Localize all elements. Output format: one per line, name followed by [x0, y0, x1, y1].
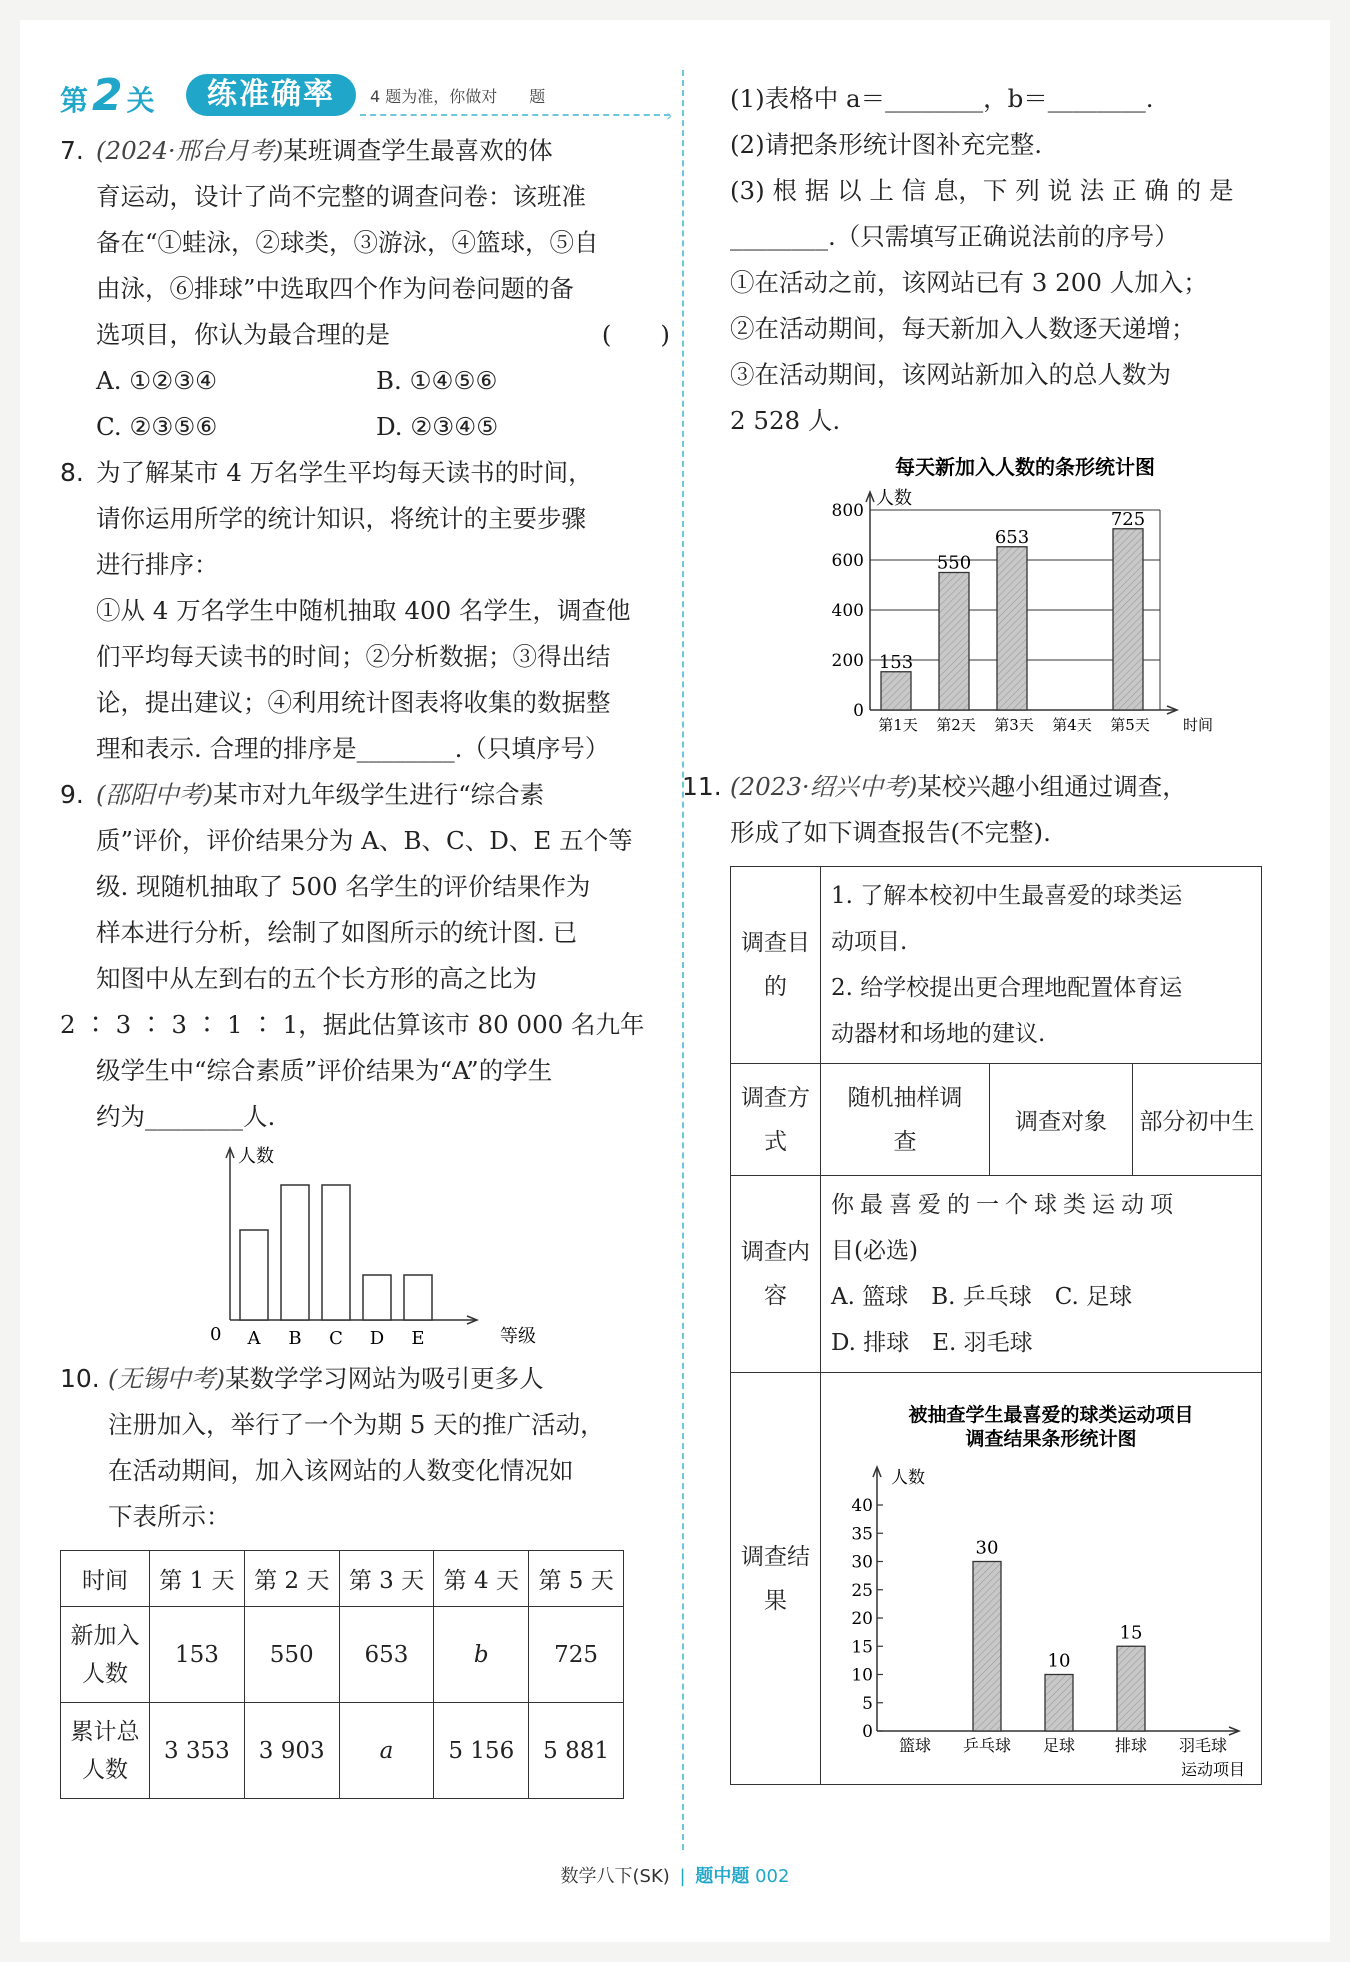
x-tick-label: 第3天: [994, 716, 1034, 734]
section-title: 练准确率: [186, 74, 356, 116]
bar: [1117, 1646, 1145, 1731]
question-8: 8. 为了解某市 4 万名学生平均每天读书的时间， 请你运用所学的统计知识，将统计的主要步骤 进行排序： ①从 4 万名学生中随机抽取 400 名学生，调查他 们平均每天读书的时间；②分析数据；③得出结 论，提出建议；④利用统计图表将收集的数据整 理和表示. 合理的排序是________.（只填序号）: [60, 458, 631, 763]
result-cell: [821, 1373, 1262, 1785]
y-tick-label: 5: [862, 1693, 873, 1714]
signup-table: [60, 1550, 624, 1799]
x-tick-label: 第2天: [936, 716, 976, 734]
x-tick-label: B: [288, 1328, 302, 1349]
table-cell: b: [434, 1607, 529, 1703]
method-label: 调查方式: [731, 1064, 821, 1176]
table-cell: 3 903: [244, 1703, 339, 1799]
y-tick-label: 600: [831, 551, 864, 571]
bar: [881, 672, 911, 710]
chart-subtitle: 调查结果条形统计图: [965, 1427, 1137, 1450]
x-tick-label: 第4天: [1052, 716, 1092, 734]
table-row: [731, 1064, 1262, 1176]
data-label: 153: [878, 651, 914, 673]
y-tick-label: 400: [831, 601, 864, 621]
data-label: 725: [1110, 508, 1146, 530]
y-tick-label: 800: [831, 501, 864, 521]
table-cell: 153: [150, 1607, 245, 1703]
y-tick-label: 0: [853, 701, 864, 721]
section-header: [60, 64, 673, 125]
method-value: 随机抽样调查: [821, 1064, 990, 1176]
chart-title: 每天新加入人数的条形统计图: [895, 455, 1155, 479]
table-cell: 第 2 天: [244, 1551, 339, 1607]
x-tick-label: 足球: [1042, 1735, 1076, 1755]
level-badge: 第2 关: [60, 70, 155, 121]
y-tick-label: 40: [851, 1495, 873, 1516]
y-tick-label: 20: [851, 1608, 873, 1629]
column-divider: [682, 70, 684, 1850]
table-cell: 725: [529, 1607, 624, 1703]
chart-ball-sports: [821, 1375, 1261, 1783]
y-tick-label: 25: [851, 1580, 873, 1601]
left-column: [60, 128, 670, 1799]
bar: [281, 1185, 309, 1320]
content-label: 调查内容: [731, 1176, 821, 1373]
option-b[interactable]: B. ①④⑤⑥: [376, 366, 498, 395]
table-row: [731, 867, 1262, 1064]
answer-paren[interactable]: ( ): [601, 320, 670, 349]
option-d[interactable]: D. ②③④⑤: [376, 412, 499, 441]
x-tick-label: 排球: [1114, 1735, 1148, 1755]
header-dashed-line: [360, 114, 670, 116]
data-label: 550: [936, 552, 972, 574]
result-label: 调查结果: [731, 1373, 821, 1785]
bar: [1113, 529, 1143, 710]
x-tick-label: 羽毛球: [1178, 1735, 1228, 1755]
data-label: 10: [1047, 1650, 1071, 1671]
origin-label: 0: [210, 1324, 222, 1345]
bar: [997, 547, 1027, 710]
x-tick-label: 第5天: [1110, 716, 1150, 734]
bar: [939, 573, 969, 711]
table-row: [731, 1176, 1262, 1373]
chart-grade-bars: [190, 1140, 590, 1350]
table-cell: 5 156: [434, 1703, 529, 1799]
purpose-label: 调查目的: [731, 867, 821, 1064]
x-tick-label: 篮球: [898, 1735, 932, 1755]
survey-report-table: [730, 866, 1262, 1785]
question-7: 7. (2024·邢台月考)某班调查学生最喜欢的体 育运动，设计了尚不完整的调查问卷：该班准 备在“①蛙泳，②球类，③游泳，④篮球，⑤自 由泳，⑥排球”中选取四个作为问卷问题的备 选项目，你认为最合理的是 ( ) A. ①②③④ B. ①④⑤⑥ C. ②③⑤⑥ D. ②③④⑤: [60, 128, 670, 450]
content-cell: 你最喜爱的一个球类运动项 目(必选) A. 篮球 B. 乒乓球 C. 足球 D. 排球 E. 羽毛球: [821, 1176, 1262, 1373]
x-tick-label: D: [369, 1328, 385, 1349]
chart-title: 被抽查学生最喜爱的球类运动项目: [908, 1403, 1194, 1426]
table-cell: 第 5 天: [529, 1551, 624, 1607]
y-tick-label: 15: [851, 1636, 873, 1657]
purpose-cell: 1. 了解本校初中生最喜爱的球类运 动项目. 2. 给学校提出更合理地配置体育运 动器材和场地的建议.: [821, 867, 1262, 1064]
data-label: 653: [994, 526, 1030, 548]
chart-daily-signups: [810, 452, 1240, 752]
question-10: 10. (无锡中考)某数学学习网站为吸引更多人 注册加入，举行了一个为期 5 天的推广活动， 在活动期间，加入该网站的人数变化情况如 下表所示： 时间 第 1 天 第 2 天 第 3 天 第 4 天 第 5 天 新加入人数 153 550 653 b 725 累计总人数 3 353 3 903 a 5 156 5 881: [60, 1356, 670, 1799]
bar: [363, 1275, 391, 1320]
table-cell: 5 881: [529, 1703, 624, 1799]
data-label: 30: [975, 1537, 999, 1558]
bar: [1045, 1674, 1073, 1731]
option-a[interactable]: A. ①②③④: [96, 366, 218, 395]
bar: [404, 1275, 432, 1320]
x-axis-label: 时间: [1183, 716, 1214, 734]
x-tick-label: 乒乓球: [962, 1735, 1012, 1755]
x-tick-label: A: [247, 1328, 261, 1349]
table-cell: 第 4 天: [434, 1551, 529, 1607]
x-tick-label: 第1天: [878, 716, 918, 734]
question-11: 11. (2023·绍兴中考)某校兴趣小组通过调查， 形成了如下调查报告(不完整). 调查目的 1. 了解本校初中生最喜爱的球类运 动项目. 2. 给学校提出更合理地配置体育运 动器材和场地的建议. 调查方式 随机抽样调查 调查对象 部分初中生 调查内容 你最喜爱的一个球类运动项 目(必选) A. 篮球 B. 乒乓球 C. 足球 D. 排球 E. 羽毛球 调查结果 被抽查学生最喜爱的球类运动项目 调查结果条形统计图 人数 0 5 10 15 20 25 30 35 40 篮球 30 乒乓球 10 足球 15 排球 羽毛球 运动项目: [730, 764, 1310, 1785]
table-cell: 新加入人数: [61, 1607, 150, 1703]
y-tick-label: 0: [862, 1721, 873, 1742]
table-header-row: [61, 1551, 624, 1607]
x-axis-label: 运动项目: [1180, 1759, 1245, 1779]
option-c[interactable]: C. ②③⑤⑥: [96, 412, 218, 441]
table-cell: 累计总人数: [61, 1703, 150, 1799]
bar: [240, 1230, 268, 1320]
table-row: [61, 1703, 624, 1799]
table-row: [61, 1607, 624, 1703]
table-cell: 第 1 天: [150, 1551, 245, 1607]
table-cell: 550: [244, 1607, 339, 1703]
arrow-right-icon: ›: [666, 106, 673, 125]
table-cell: a: [339, 1703, 434, 1799]
table-cell: 第 3 天: [339, 1551, 434, 1607]
y-tick-label: 30: [851, 1552, 873, 1572]
y-axis-label: 人数: [238, 1146, 274, 1167]
x-tick-label: C: [329, 1328, 343, 1349]
page-footer: 数学八下(SK) | 题中题 002: [560, 1866, 790, 1887]
table-cell: 时间: [61, 1551, 150, 1607]
y-axis-label: 人数: [876, 488, 912, 509]
question-9: 9. (邵阳中考)某市对九年级学生进行“综合素 质”评价，评价结果分为 A、B、C、D、E 五个等 级. 现随机抽取了 500 名学生的评价结果作为 样本进行分析，绘制了如图所示的统计图. 已 知图中从左到右的五个长方形的高之比为 2 ∶ 3 ∶ 3 ∶ 1 ∶ 1，据此估算该市 80 000 名九年 级学生中“综合素质”评价结果为“A”的学生 约为________人. 人数 等级 0 A B C D E: [60, 780, 645, 1349]
x-axis-label: 等级: [500, 1326, 536, 1347]
bar: [973, 1561, 1001, 1731]
object-value: 部分初中生: [1133, 1064, 1262, 1176]
y-tick-label: 10: [851, 1665, 873, 1685]
y-axis-label: 人数: [891, 1467, 925, 1488]
right-column: [682, 76, 1310, 1785]
x-tick-label: E: [411, 1328, 425, 1349]
y-tick-label: 200: [831, 651, 864, 671]
data-label: 15: [1119, 1621, 1143, 1643]
bar: [322, 1185, 350, 1320]
table-cell: 3 353: [150, 1703, 245, 1799]
y-tick-label: 35: [851, 1523, 873, 1544]
section-subtitle: 4 题为准，你做对 题: [370, 87, 546, 106]
question-10-subparts: (1)表格中 a＝________，b＝________. (2)请把条形统计图补充完整. (3) 根 据 以 上 信 息，下 列 说 法 正 确 的 是 ________.（只需填写正确说法前的序号） ①在活动之前，该网站已有 3 200 人加入； ②在活动期间，每天新加入人数逐天递增； ③在活动期间，该网站新加入的总人数为 2 528 人. 每天新加入人数的条形统计图 人数 0 200 400 600 800 153 第1天 550 第2天 653 第3天 第4天 725 第5天 时间: [730, 76, 1310, 752]
object-label: 调查对象: [990, 1064, 1133, 1176]
table-row: [731, 1373, 1262, 1785]
table-cell: 653: [339, 1607, 434, 1703]
